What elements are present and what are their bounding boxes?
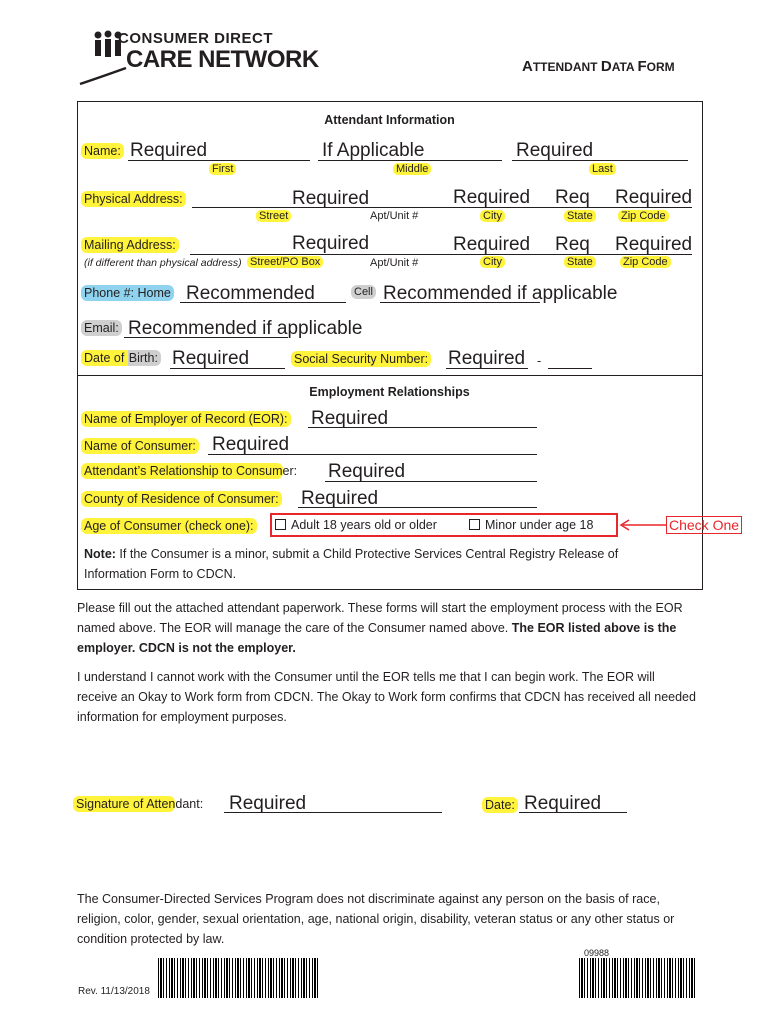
mailing-address-label: Mailing Address: xyxy=(81,237,179,253)
mail-address-line xyxy=(190,254,692,255)
relationship-line xyxy=(325,481,537,482)
name-first-line xyxy=(128,160,310,161)
dob-value[interactable]: Required xyxy=(172,348,250,369)
zip-caption-2: Zip Code xyxy=(620,256,671,268)
first-caption: First xyxy=(209,163,236,175)
dob-label: Date of Birth: xyxy=(81,351,161,365)
name-middle-line xyxy=(318,160,502,161)
barcode-right xyxy=(579,958,695,998)
understanding-paragraph: I understand I cannot work with the Consumer until the EOR tells me that I can begin work. The EOR will receive an Okay to Work form from CDCN. The Okay to Work form confirms that CDCN has received all needed information for employment purposes. xyxy=(77,670,696,724)
minor-note: Note: If the Consumer is a minor, submit a Child Protective Services Central Registry Release of Information Form to CDCN. xyxy=(84,547,619,581)
relationship-label: Attendant’s Relationship to Consumer: xyxy=(81,464,297,478)
zip-caption: Zip Code xyxy=(618,210,669,222)
street-caption: Street xyxy=(256,210,291,222)
ssn-value[interactable]: Required xyxy=(448,348,526,369)
phys-street-value[interactable]: Required xyxy=(292,188,370,209)
phone-home-line xyxy=(180,302,346,303)
disclaimer: The Consumer-Directed Services Program does not discriminate against any person on the basis of race, religion, color, gender, sexual orientation, age, national origin, disability, veteran status or any other status or condition protected by law. xyxy=(77,892,675,946)
logo-line2: CARE NETWORK xyxy=(126,46,319,73)
county-label: County of Residence of Consumer: xyxy=(81,491,282,507)
consumer-line xyxy=(208,454,537,455)
consumer-label: Name of Consumer: xyxy=(81,438,199,454)
minor-checkbox[interactable] xyxy=(469,519,480,530)
adult-checkbox[interactable] xyxy=(275,519,286,530)
eor-value[interactable]: Required xyxy=(311,408,389,429)
phone-home-value[interactable]: Recommended xyxy=(186,283,315,304)
page-title: ATTENDANT DATA FORM xyxy=(522,58,675,75)
date-value[interactable]: Required xyxy=(524,793,602,814)
date-line xyxy=(519,812,627,813)
signature-line xyxy=(224,812,442,813)
mail-street-value[interactable]: Required xyxy=(292,233,370,254)
employment-section-title: Employment Relationships xyxy=(309,385,470,399)
mail-zip-value[interactable]: Required xyxy=(615,234,693,255)
street-po-caption: Street/PO Box xyxy=(247,256,323,268)
ssn-dash: - xyxy=(537,354,542,368)
date-label: Date: xyxy=(482,797,518,813)
logo-swoosh-icon xyxy=(78,48,138,88)
phys-address-line xyxy=(192,207,692,208)
name-last-line xyxy=(512,160,688,161)
age-label: Age of Consumer (check one): xyxy=(81,518,257,534)
attendant-section-title: Attendant Information xyxy=(324,113,455,127)
apt-caption-2: Apt/Unit # xyxy=(370,257,419,269)
email-line xyxy=(124,337,288,338)
email-label: Email: xyxy=(81,320,122,336)
city-caption: City xyxy=(480,210,505,222)
logo xyxy=(78,26,319,86)
check-one-annotation: Check One xyxy=(666,516,742,534)
county-value[interactable]: Required xyxy=(301,488,379,509)
consumer-value[interactable]: Required xyxy=(212,434,290,455)
email-value[interactable]: Recommended if applicable xyxy=(128,318,363,339)
name-middle-value[interactable]: If Applicable xyxy=(322,140,425,161)
state-caption-2: State xyxy=(564,256,596,268)
relationship-value[interactable]: Required xyxy=(328,461,406,482)
phys-city-value[interactable]: Required xyxy=(453,187,531,208)
ssn-line-1 xyxy=(446,368,528,369)
mail-state-value[interactable]: Req xyxy=(555,234,590,255)
phone-home-label: Phone #: Home xyxy=(81,285,174,301)
section-divider xyxy=(77,375,702,376)
dob-line xyxy=(170,368,285,369)
ssn-label: Social Security Number: xyxy=(291,351,431,367)
barcode-left xyxy=(158,958,318,998)
city-caption-2: City xyxy=(480,256,505,268)
phys-zip-value[interactable]: Required xyxy=(615,187,693,208)
mailing-note: (if different than physical address) xyxy=(84,257,242,269)
logo-line1: CONSUMER DIRECT xyxy=(118,30,274,47)
mail-city-value[interactable]: Required xyxy=(453,234,531,255)
adult-option[interactable]: Adult 18 years old or older xyxy=(275,518,437,532)
state-caption: State xyxy=(564,210,596,222)
arrow-left-icon xyxy=(619,519,667,531)
signature-value[interactable]: Required xyxy=(229,793,307,814)
ssn-line-2 xyxy=(548,368,592,369)
apt-caption: Apt/Unit # xyxy=(370,210,419,222)
phone-cell-line xyxy=(380,302,540,303)
cell-label: Cell xyxy=(351,285,376,299)
name-first-value[interactable]: Required xyxy=(130,140,208,161)
middle-caption: Middle xyxy=(393,163,431,175)
instructions-paragraph: Please fill out the attached attendant paperwork. These forms will start the employment process with the EOR named above. The EOR will manage the care of the Consumer named above. The EOR listed above is the employer. CDCN is not the employer. xyxy=(77,601,683,655)
minor-option[interactable]: Minor under age 18 xyxy=(469,518,593,532)
phys-state-value[interactable]: Req xyxy=(555,187,590,208)
phone-cell-value[interactable]: Recommended if applicable xyxy=(383,283,618,304)
revision-date: Rev. 11/13/2018 xyxy=(78,986,150,997)
physical-address-label: Physical Address: xyxy=(81,191,186,207)
form-code: 09988 xyxy=(584,948,610,958)
eor-line xyxy=(308,427,537,428)
eor-label: Name of Employer of Record (EOR): xyxy=(81,411,291,427)
county-line xyxy=(298,507,537,508)
signature-label: Signature of Attendant: xyxy=(73,797,203,811)
last-caption: Last xyxy=(589,163,616,175)
name-label: Name: xyxy=(81,143,124,159)
name-last-value[interactable]: Required xyxy=(516,140,594,161)
